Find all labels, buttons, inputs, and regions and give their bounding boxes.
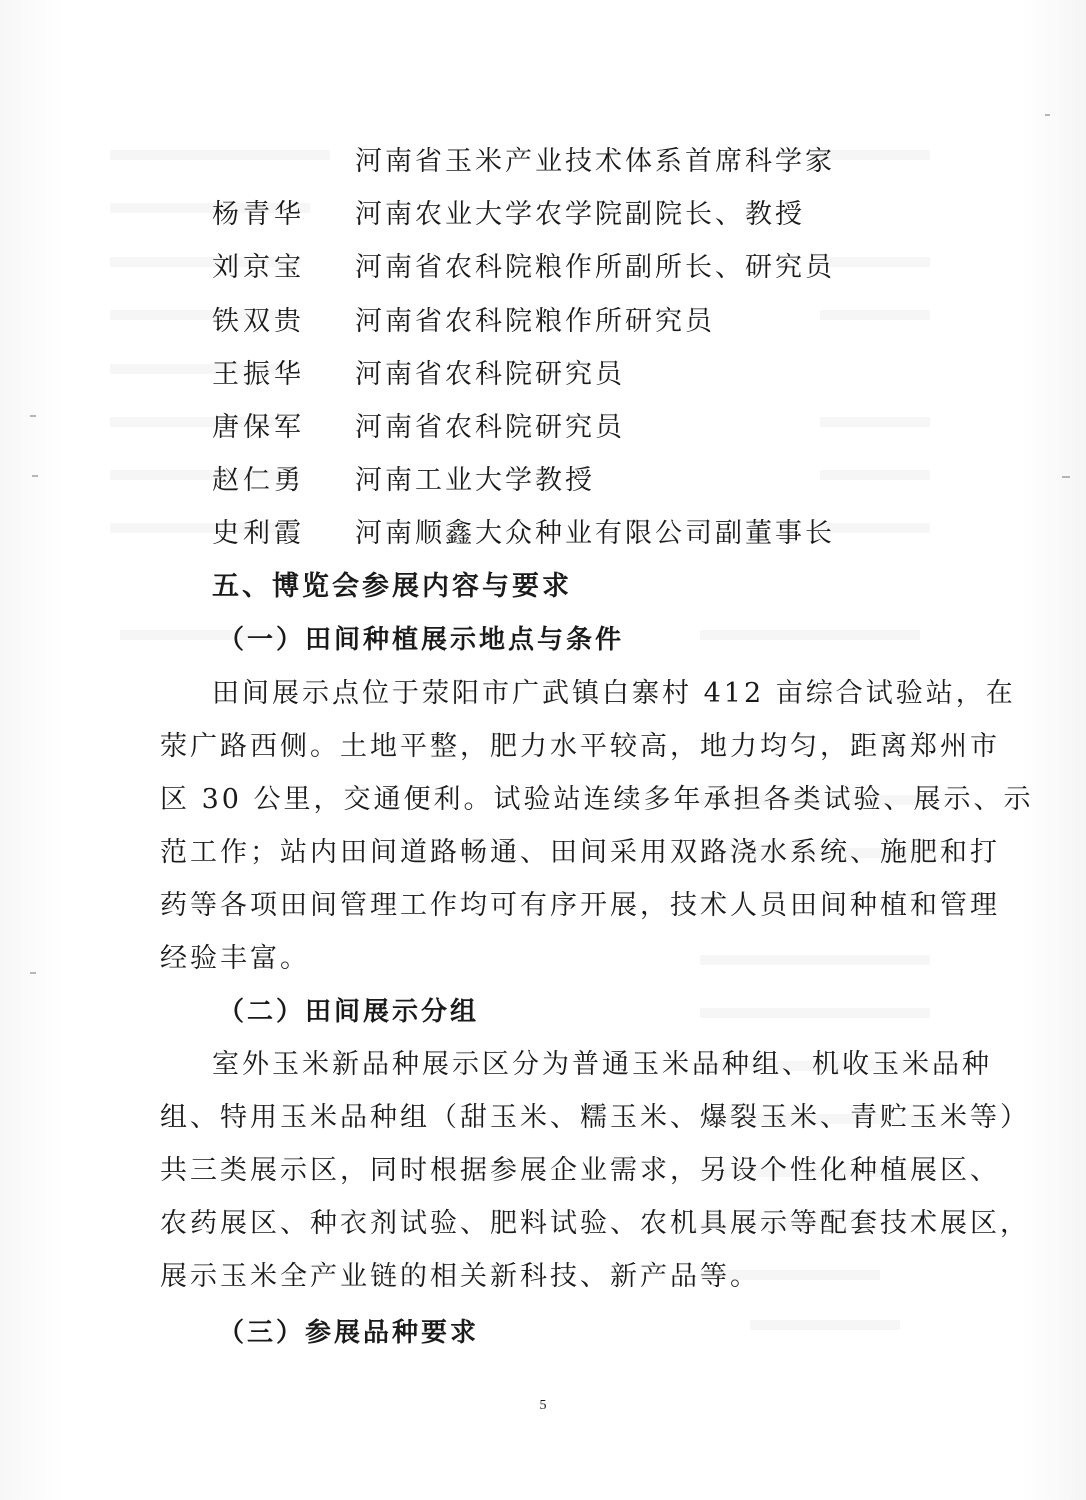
committee-member-title: 河南省农科院研究员 <box>355 412 625 443</box>
committee-member-title: 河南工业大学教授 <box>355 465 595 496</box>
committee-member-title: 河南农业大学农学院副院长、教授 <box>355 199 805 230</box>
committee-member-name: 史利霞 <box>212 518 305 549</box>
show-through-mark <box>700 1008 930 1018</box>
show-through-mark <box>820 310 930 320</box>
subsection-heading: （三）参展品种要求 <box>218 1318 480 1348</box>
committee-member-title: 河南省农科院粮作所研究员 <box>355 306 715 337</box>
committee-title-continued: 河南省玉米产业技术体系首席科学家 <box>355 146 835 177</box>
committee-member-title: 河南省农科院研究员 <box>355 359 625 390</box>
paragraph-line: 室外玉米新品种展示区分为普通玉米品种组、机收玉米品种 <box>212 1049 992 1080</box>
paragraph-line: 共三类展示区，同时根据参展企业需求，另设个性化种植展区、 <box>160 1155 1000 1186</box>
paragraph-line: 农药展区、种衣剂试验、肥料试验、农机具展示等配套技术展区， <box>160 1208 1030 1239</box>
section-heading: 五、博览会参展内容与要求 <box>212 571 572 602</box>
show-through-mark <box>820 417 930 427</box>
show-through-mark <box>750 1320 900 1330</box>
subsection-heading: （二）田间展示分组 <box>218 997 480 1027</box>
scan-speck <box>30 972 36 974</box>
committee-member-name: 赵仁勇 <box>212 465 305 496</box>
show-through-mark <box>820 523 930 533</box>
show-through-mark <box>700 630 920 640</box>
paragraph-line: 区 30 公里，交通便利。试验站连续多年承担各类试验、展示、示 <box>160 784 1034 815</box>
committee-member-title: 河南顺鑫大众种业有限公司副董事长 <box>355 518 835 549</box>
paragraph-line: 范工作；站内田间道路畅通、田间采用双路浇水系统、施肥和打 <box>160 837 1000 868</box>
scan-speck <box>32 475 38 477</box>
committee-member-name: 王振华 <box>212 359 305 390</box>
page-number: 5 <box>539 1398 547 1413</box>
committee-member-name: 杨青华 <box>212 199 305 230</box>
show-through-mark <box>700 955 930 965</box>
scan-speck <box>1045 114 1050 116</box>
committee-member-name: 刘京宝 <box>212 252 305 283</box>
paragraph-line: 田间展示点位于荥阳市广武镇白寨村 412 亩综合试验站，在 <box>212 678 1016 709</box>
committee-member-name: 唐保军 <box>212 412 305 443</box>
paragraph-line: 组、特用玉米品种组（甜玉米、糯玉米、爆裂玉米、青贮玉米等） <box>160 1102 1030 1133</box>
committee-member-name: 铁双贵 <box>212 306 305 337</box>
show-through-mark <box>820 470 930 480</box>
show-through-mark <box>820 257 930 267</box>
scan-speck <box>1062 476 1070 478</box>
paragraph-line: 荥广路西侧。土地平整，肥力水平较高，地力均匀，距离郑州市 <box>160 731 1000 762</box>
scan-speck <box>30 415 36 417</box>
show-through-mark <box>820 150 930 160</box>
show-through-mark <box>110 150 330 160</box>
paragraph-line: 药等各项田间管理工作均可有序开展，技术人员田间种植和管理 <box>160 890 1000 921</box>
committee-member-title: 河南省农科院粮作所副所长、研究员 <box>355 252 835 283</box>
subsection-heading: （一）田间种植展示地点与条件 <box>218 625 625 655</box>
paragraph-line: 经验丰富。 <box>160 943 310 974</box>
paragraph-line: 展示玉米全产业链的相关新科技、新产品等。 <box>160 1261 760 1292</box>
